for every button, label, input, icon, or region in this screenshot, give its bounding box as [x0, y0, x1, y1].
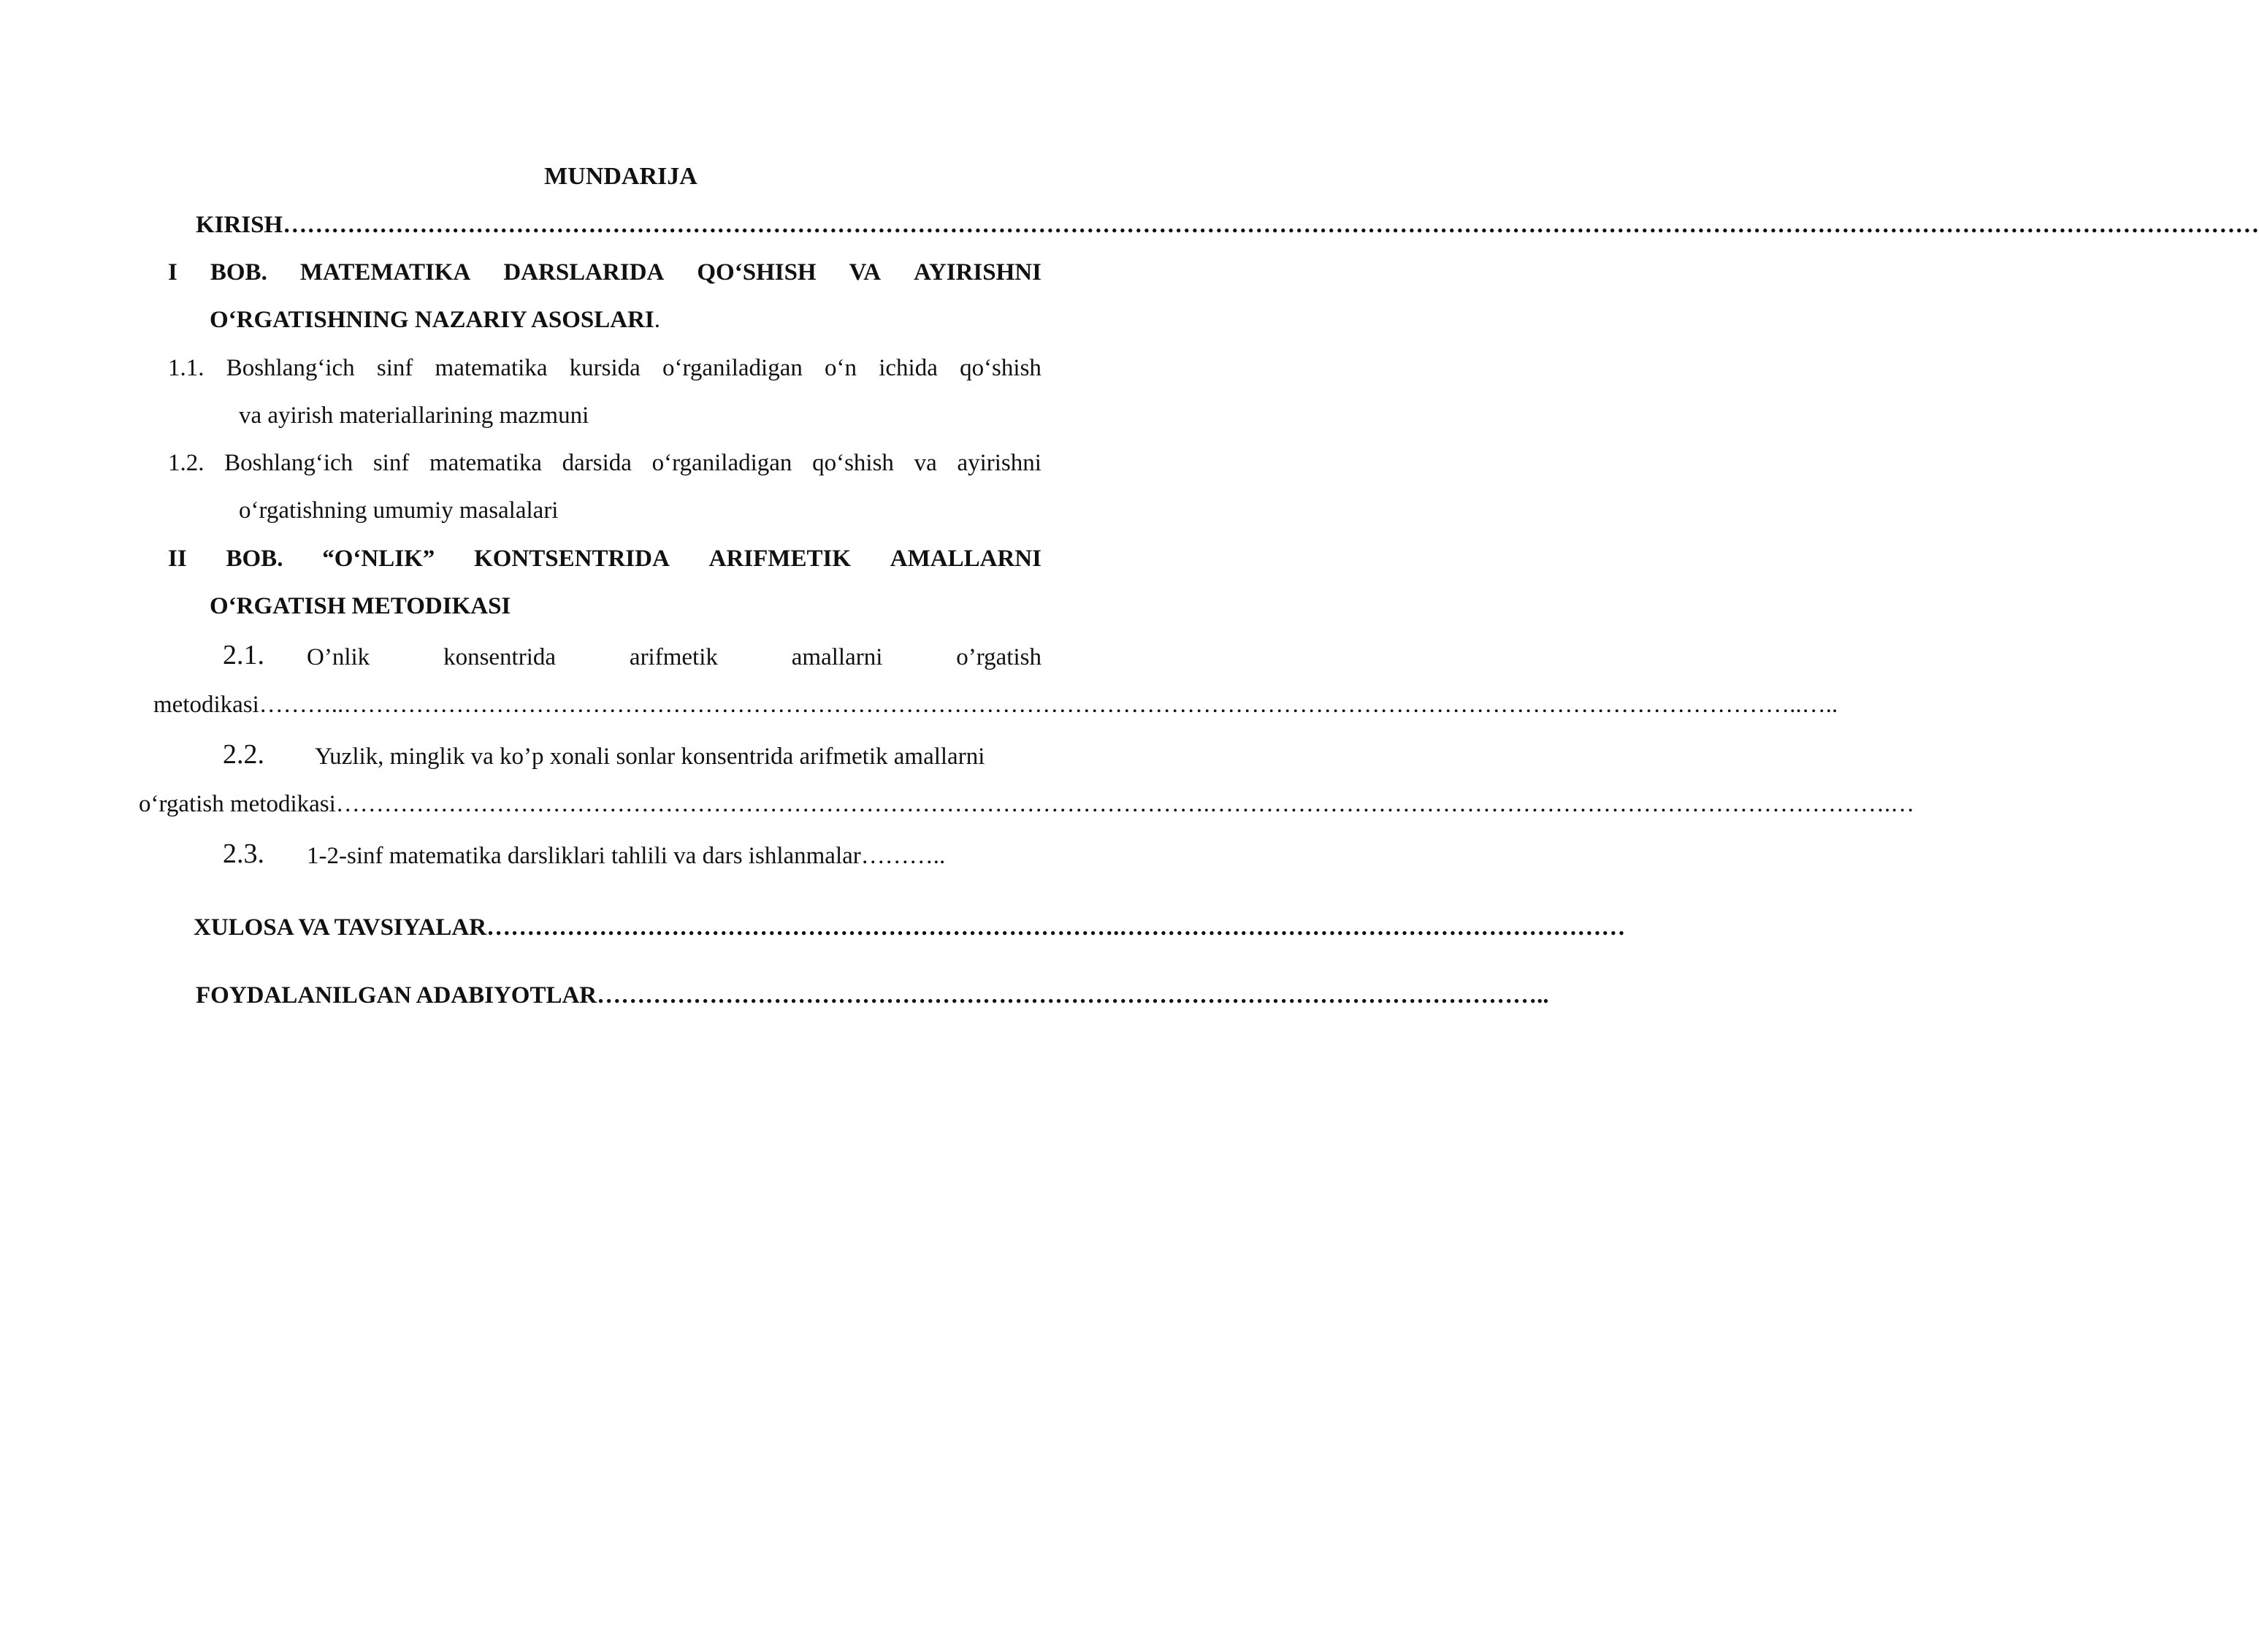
toc-section-1-1-line1 [168, 353, 1041, 383]
word: ARIFMETIK [708, 546, 851, 572]
word: Boshlang‘ich [224, 450, 353, 476]
word: matematika [429, 450, 542, 476]
toc-chapter-2-line2: O‘RGATISH METODIKASI [210, 593, 511, 619]
word: ayirishni [957, 450, 1041, 476]
word: va [914, 450, 937, 476]
word: AYIRISHNI [914, 259, 1041, 286]
toc-section-2-1-number [223, 640, 264, 671]
section-number: 1.1. [168, 355, 205, 381]
word: o‘rganiladigan [662, 355, 803, 381]
word: konsentrida [443, 644, 557, 670]
word: amallarni [791, 644, 883, 670]
word: matematika [435, 355, 548, 381]
toc-section-2-1-line2: metodikasi………..………………………………………………………………………………………………………………………………………………………………..….. [153, 692, 1838, 718]
toc-section-2-3-number [223, 839, 264, 870]
word: II [168, 546, 187, 572]
word: O’nlik [307, 644, 370, 670]
toc-chapter-1-line2 [210, 305, 660, 334]
chapter-1-title-tail: O‘RGATISHNING NAZARIY ASOSLARI [210, 307, 654, 333]
toc-section-1-2-line2: o‘rgatishning umumiy masalalari [239, 497, 559, 524]
word: arifmetik [629, 644, 718, 670]
word: BOB. [226, 546, 283, 572]
word: VA [849, 259, 882, 286]
word: o’rgatish [956, 644, 1041, 670]
word: kursida [569, 355, 641, 381]
word: sinf [376, 355, 413, 381]
word: MATEMATIKA [299, 259, 471, 286]
word: qo‘shish [812, 450, 894, 476]
toc-section-1-2-line1 [168, 448, 1041, 478]
toc-chapter-1-line1 [168, 258, 1041, 287]
chapter-1-period: . [654, 307, 661, 333]
word: BOB. [210, 259, 267, 286]
toc-section-2-2-number [223, 740, 264, 770]
toc-section-2-3-line1: 1-2-sinf matematika darsliklari tahlili va dars ishlanmalar……….. [307, 843, 946, 869]
word: ichida [879, 355, 938, 381]
section-number: 1.2. [168, 450, 205, 476]
word: o‘n [825, 355, 857, 381]
word: qo‘shish [960, 355, 1041, 381]
toc-chapter-2-line1 [168, 544, 1041, 573]
word: Boshlang‘ich [226, 355, 355, 381]
toc-section-2-2-line1: Yuzlik, minglik va ko’p xonali sonlar konsentrida arifmetik amallarni [315, 743, 985, 770]
toc-section-2-2-line2: o‘rgatish metodikasi……………………………………………………………………………………………….………………………………………………………………………….… [139, 791, 1915, 817]
section-number: 2.1. [223, 640, 264, 670]
word: sinf [372, 450, 410, 476]
toc-section-2-1-line1 [307, 643, 1041, 672]
word: DARSLARIDA [503, 259, 665, 286]
word: KONTSENTRIDA [474, 546, 670, 572]
toc-title: MUNDARIJA [544, 163, 697, 190]
word: QO‘SHISH [697, 259, 817, 286]
section-number: 2.2. [223, 739, 264, 770]
toc-section-1-1-line2: va ayirish materiallarining mazmuni [239, 402, 589, 429]
word: AMALLARNI [890, 546, 1041, 572]
word: “O‘NLIK” [322, 546, 435, 572]
word: darsida [562, 450, 632, 476]
word: I [168, 259, 177, 286]
word: o‘rganiladigan [651, 450, 792, 476]
toc-entry-conclusion: XULOSA VA TAVSIYALAR…………………………………………………………………….……………………………………………………… [194, 914, 1626, 941]
section-number: 2.3. [223, 838, 264, 869]
toc-entry-kirish: KIRISH………………………………………………………………………………………………………………………………………………………………………………………………………………………… [196, 212, 2259, 238]
toc-entry-references: FOYDALANILGAN ADABIYOTLAR……………………………………………………………………………………………………….. [196, 982, 1549, 1009]
